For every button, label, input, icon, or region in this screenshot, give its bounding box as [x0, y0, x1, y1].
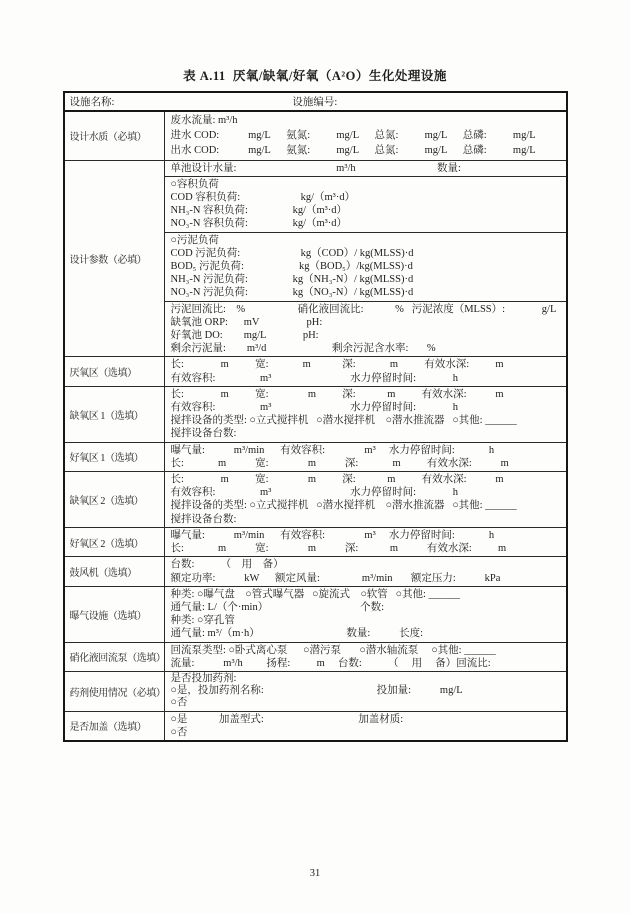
field-block — [165, 161, 566, 176]
field-block — [165, 643, 566, 671]
form-line: 通气量: L/（个·min） 个数: — [170, 601, 384, 613]
form-line: NH₃-N 污泥负荷: kg（NH₃-N）/ kg(MLSS)·d — [170, 274, 414, 286]
facility-form-table — [63, 91, 568, 742]
form-line: ○是 加盖型式: 加盖材质: — [170, 713, 404, 725]
form-line: 台数: （ 用 备） — [170, 559, 284, 571]
form-line: 缺氧池 ORP: mV pH: — [170, 316, 323, 328]
form-line: 搅拌设备的类型: ○立式搅拌机 ○潜水搅拌机 ○潜水推流器 ○其他: ______ — [170, 500, 517, 512]
row-label: 好氧区 2（选填） — [69, 538, 144, 550]
field-block — [165, 112, 566, 160]
form-line: 回流泵类型: ○卧式离心泵 ○潜污泵 ○潜水轴流泵 ○其他: ______ — [170, 644, 496, 656]
form-line: 额定功率: kW 额定风量: m³/min 额定压力: kPa — [170, 572, 501, 584]
form-line: 污泥回流比: % 硝化液回流比: % 污泥浓度（MLSS）: g/L — [170, 303, 557, 315]
form-line: 长: m 宽: m 深: m 有效水深: m — [170, 457, 509, 469]
form-line: 有效容积: m³ 水力停留时间: h — [170, 402, 459, 414]
field-block — [165, 443, 566, 471]
form-line: COD 污泥负荷: kg（COD）/ kg(MLSS)·d — [170, 247, 414, 259]
form-line: 搅拌设备台数: — [170, 513, 237, 525]
form-line: 进水 COD: mg/L 氨氮: mg/L 总氮: mg/L 总磷: mg/L — [170, 130, 536, 142]
form-line: 种类: ○穿孔管 — [170, 615, 235, 627]
row-label: 缺氧区 1（选填） — [69, 410, 144, 422]
field-block — [165, 232, 566, 301]
form-line: 长: m 宽: m 深: m 有效水深: m — [170, 543, 507, 555]
facility-name-label: 设施名称: — [69, 97, 115, 108]
row-label: 设计水质（必填） — [69, 132, 147, 144]
form-line: 搅拌设备的类型: ○立式搅拌机 ○潜水搅拌机 ○潜水推流器 ○其他: ______ — [170, 415, 517, 427]
form-line: 流量: m³/h 扬程: m 台数: （ 用 备）回流比: — [170, 657, 491, 669]
form-line: 有效容积: m³ 水力停留时间: h — [170, 372, 459, 384]
row-label: 曝气设施（选填） — [69, 610, 147, 622]
table-header-row — [65, 93, 566, 112]
field-block — [165, 176, 566, 232]
form-line: ○容积负荷 — [170, 178, 219, 190]
field-block — [165, 587, 566, 642]
field-block — [165, 672, 566, 711]
table-row — [65, 472, 566, 528]
table-row — [65, 712, 566, 740]
page-number: 31 — [309, 868, 321, 879]
row-content — [164, 357, 566, 385]
row-content — [164, 528, 566, 556]
row-label: 缺氧区 2（选填） — [69, 495, 144, 507]
table-row — [65, 161, 566, 358]
form-line: 搅拌设备台数: — [170, 428, 237, 440]
table-row — [65, 443, 566, 472]
row-label: 鼓风机（选填） — [69, 568, 137, 579]
form-line: 种类: ○曝气盘 ○管式曝气器 ○旋流式 ○软管 ○其他: ______ — [170, 588, 461, 600]
form-line: 有效容积: m³ 水力停留时间: h — [170, 487, 459, 499]
field-block — [165, 357, 566, 385]
row-content — [164, 712, 566, 740]
table-title: 表 A.11 厌氧/缺氧/好氧（A²O）生化处理设施 — [183, 69, 447, 83]
form-line: NO₃-N 容积负荷: kg/（m³·d） — [170, 218, 348, 230]
row-label: 药剂使用情况（必填） — [69, 687, 166, 699]
row-content — [164, 387, 566, 442]
table-row — [65, 587, 566, 643]
form-line: 是否投加药剂: — [170, 672, 237, 684]
row-content — [164, 587, 566, 642]
form-line: ○是，投加药剂名称: 投加量: mg/L — [170, 685, 463, 697]
form-line: 长: m 宽: m 深: m 有效水深: m — [170, 388, 504, 400]
form-line: 长: m 宽: m 深: m 有效水深: m — [170, 359, 504, 371]
form-line: 废水流量: m³/h — [170, 115, 238, 126]
form-line: 好氧池 DO: mg/L pH: — [170, 330, 319, 342]
table-body — [65, 112, 566, 740]
field-block — [165, 387, 566, 442]
table-row — [65, 357, 566, 386]
row-content — [164, 643, 566, 671]
row-content — [164, 472, 566, 527]
field-block — [165, 528, 566, 556]
field-block — [165, 301, 566, 357]
form-line: BOD₅ 污泥负荷: kg（BOD₅）/kg(MLSS)·d — [170, 261, 413, 273]
row-label: 设计参数（必填） — [69, 255, 147, 267]
form-line: ○污泥负荷 — [170, 234, 219, 246]
table-row — [65, 387, 566, 443]
form-line: ○否 — [170, 726, 188, 738]
form-line: NO₃-N 污泥负荷: kg（NO₃-N）/ kg(MLSS)·d — [170, 287, 414, 299]
table-row — [65, 643, 566, 672]
table-row — [65, 112, 566, 161]
form-line: 出水 COD: mg/L 氨氮: mg/L 总氮: mg/L 总磷: mg/L — [170, 145, 536, 157]
form-line: COD 容积负荷: kg/（m³·d） — [170, 192, 356, 204]
field-block — [165, 557, 566, 585]
form-line: ○否 — [170, 697, 188, 709]
field-block — [165, 712, 566, 740]
form-line: 剩余污泥量: m³/d 剩余污泥含水率: % — [170, 343, 436, 355]
form-line: NH₃-N 容积负荷: kg/（m³·d） — [170, 205, 348, 217]
row-label: 是否加盖（选填） — [69, 722, 147, 734]
row-label: 厌氧区（选填） — [69, 368, 137, 380]
row-label: 硝化液回流泵（选填） — [69, 653, 166, 665]
table-row — [65, 528, 566, 557]
row-content — [164, 443, 566, 471]
facility-code-label: 设施编号: — [292, 97, 338, 108]
row-content — [164, 161, 566, 357]
row-label: 好氧区 1（选填） — [69, 453, 144, 465]
row-content — [164, 557, 566, 585]
form-line: 单池设计水量: m³/h 数量: — [170, 162, 461, 174]
row-content — [164, 112, 566, 160]
form-line: 通气量: m³/（m·h） 数量: 长度: — [170, 628, 424, 640]
row-content — [164, 672, 566, 711]
form-line: 曝气量: m³/min 有效容积: m³ 水力停留时间: h — [170, 444, 495, 456]
form-line: 长: m 宽: m 深: m 有效水深: m — [170, 474, 504, 486]
table-row — [65, 672, 566, 712]
field-block — [165, 472, 566, 527]
table-row — [65, 557, 566, 586]
form-line: 曝气量: m³/min 有效容积: m³ 水力停留时间: h — [170, 529, 495, 541]
